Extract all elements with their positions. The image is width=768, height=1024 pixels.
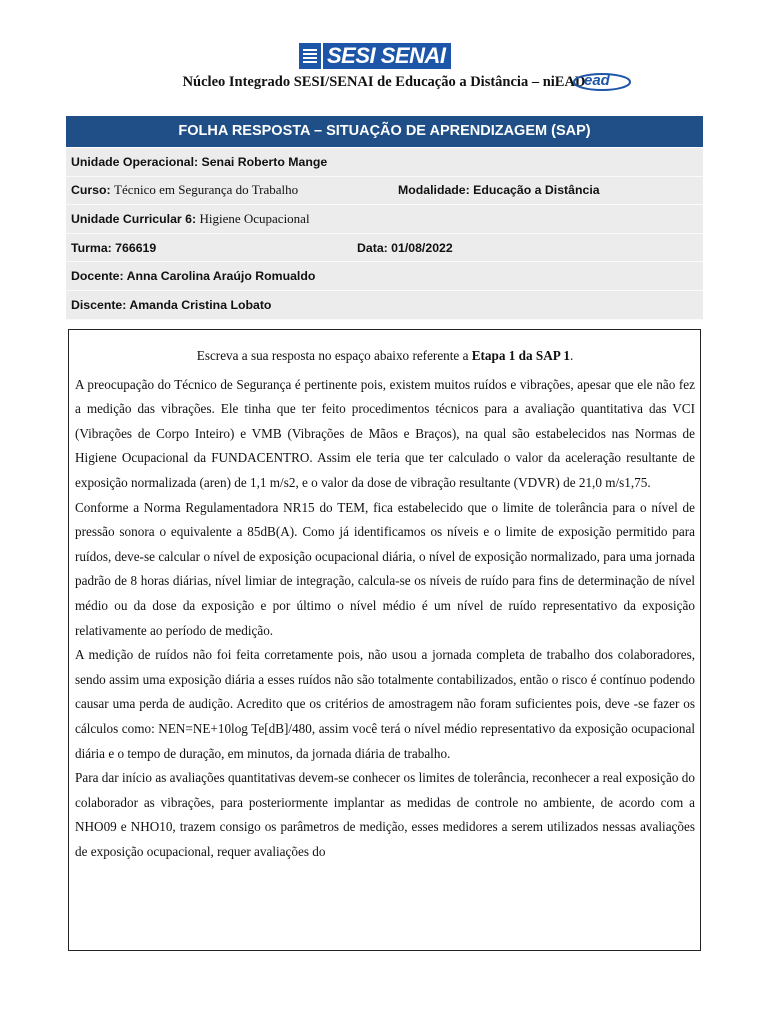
info-row-turma [66, 234, 703, 263]
uc-label: Unidade Curricular 6: [71, 211, 197, 226]
info-row-discente [66, 291, 703, 320]
info-row-uc [66, 205, 703, 234]
info-row-docente [66, 262, 703, 291]
logo-emblem-icon [299, 43, 321, 69]
page-title: FOLHA RESPOSTA – SITUAÇÃO DE APRENDIZAGEM (SAP) [66, 116, 703, 147]
answer-paragraph-3: A medição de ruídos não foi feita corretamente pois, não usou a jornada completa de trabalho dos colaboradores, sendo assim uma exposição diária a esses ruídos não são totalmente contabilizados, então o risco é contínuo podendo causar uma perda de audição. Acredito que os critérios de amostragem não foram suficientes pois, deve -se fazer os cálculos como: NEN=NE+10log Te[dB]/480, assim você terá o nível médio representativo da exposição ocupacional diária e o tempo de duração, em minutos, da jornada diária de trabalho. [75, 647, 695, 761]
info-table [66, 148, 703, 320]
ead-logo-text: ead [584, 72, 610, 89]
answer-paragraph-1: A preocupação do Técnico de Segurança é pertinente pois, existem muitos ruídos e vibrações, apesar que ele não fez a medição das vibrações. Ele tinha que ter feito procedimentos técnicos para a avaliação quantitativa das VCI (Vibrações de Corpo Inteiro) e VMB (Vibrações de Mãos e Braços), na qual são estabelecidos nas Normas de Higiene Ocupacional da FUNDACENTRO. Assim ele teria que ter calculado o valor da aceleração resultante de exposição normalizada (aren) de 1,1 m/s2, e o valor da dose de vibração resultante (VDVR) de 21,0 m/s1,75. [75, 376, 695, 490]
unidade-operacional: Unidade Operacional: Senai Roberto Mange [71, 154, 328, 169]
turma: Turma: 766619 [71, 240, 157, 255]
docente: Docente: Anna Carolina Araújo Romualdo [71, 269, 316, 284]
uc-value: Higiene Ocupacional [199, 210, 310, 226]
answer-intro [75, 344, 695, 369]
curso-value: Técnico em Segurança do Trabalho [114, 182, 299, 198]
curso [66, 182, 298, 198]
modalidade: Modalidade: Educação a Distância [398, 183, 600, 198]
discente: Discente: Amanda Cristina Lobato [71, 297, 272, 312]
logo-text: SESI SENAI [323, 43, 451, 69]
answer-paragraph-4: Para dar início as avaliações quantitativas devem-se conhecer os limites de tolerância, reconhecer a real exposição do colaborador as vibrações, para posteriormente implantar as medidas de controle no ambiente, de acordo com a NHO09 e NHO10, trazem consigo os parâmetros de medição, esses medidores a serem utilizados nessas avaliações de exposição ocupacional, requer avaliações do [75, 770, 695, 859]
unidade-curricular [66, 211, 310, 227]
intro-bold: Etapa 1 da SAP 1 [471, 348, 570, 363]
answer-box [68, 329, 701, 951]
intro-prefix: Escreva a sua resposta no espaço abaixo referente a [196, 348, 472, 363]
info-row-unidade [66, 148, 703, 177]
institution-line: Núcleo Integrado SESI/SENAI de Educação a Distância – niEAD [182, 74, 586, 90]
ead-logo-icon [572, 68, 634, 92]
data: Data: 01/08/2022 [357, 240, 453, 255]
answer-paragraph-2: Conforme a Norma Regulamentadora NR15 do TEM, fica estabelecido que o limite de tolerância para o nível de pressão sonora o equivalente a 85dB(A). Como já identificamos os níveis e o limite de exposição permitido para ruídos, deve-se calcular o nível de exposição ocupacional diária, o nível de exposição normalizado, para uma jornada padrão de 8 horas diárias, nível limiar de integração, calcula-se os níveis de ruído para fins de determinação de nível médio ou da dose da exposição e por último o nível médio é um nível de ruído representativo da exposição relativamente ao período de medição. [75, 499, 695, 638]
sesi-senai-logo [299, 43, 451, 69]
info-row-curso [66, 177, 703, 206]
curso-label: Curso: [71, 183, 111, 198]
intro-suffix: . [569, 348, 574, 363]
